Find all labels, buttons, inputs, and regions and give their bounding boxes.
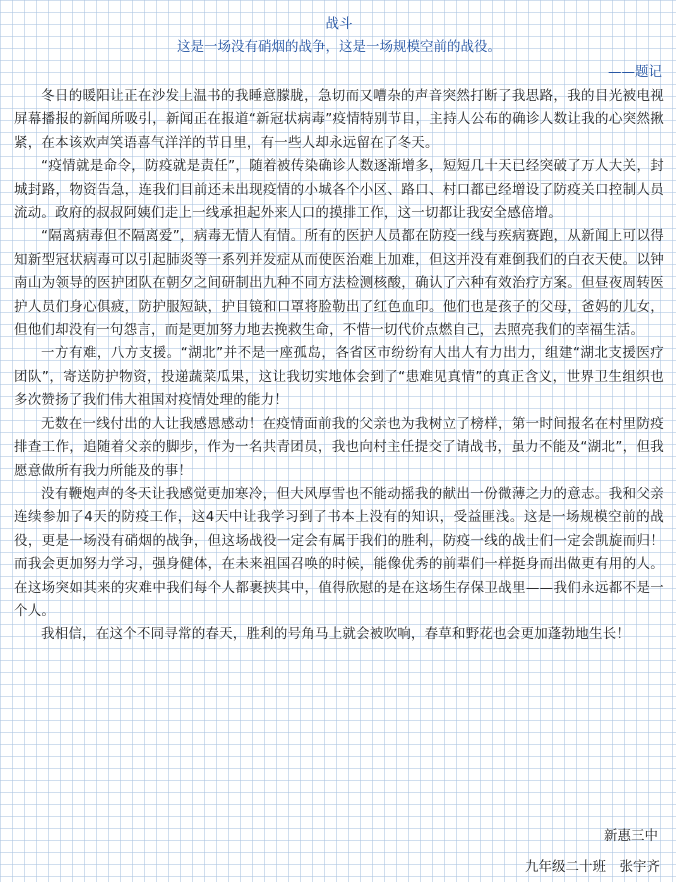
essay-body [14, 85, 664, 647]
essay-title: 战斗 [325, 16, 353, 32]
signature-school: 新惠三中 [604, 828, 658, 844]
paragraph: “疫情就是命令，防疫就是责任”，随着被传染确诊人数逐渐增多，短短几十天已经突破了万人大关，封城封路，物资告急，连我们目前还未出现疫情的小城各个小区、路口、村口都已经增设了防疫关口控制人员流动。政府的叔叔阿姨们走上一线承担起外来人口的摸排工作，这一切都让我安全感倍增。 [14, 158, 664, 222]
signature-class-author: 九年级二十班 张宇齐 [525, 859, 660, 875]
paragraph: 一方有难，八方支援。“湖北”并不是一座孤岛，各省区市纷纷有人出人有力出力，组建“湖北支援医疗团队”，寄送防护物资，投递蔬菜瓜果，这让我切实地体会到了“患难见真情”的真正含义，世界卫生组织也多次赞扬了我们伟大祖国对疫情处理的能力！ [14, 345, 664, 409]
paragraph: “隔离病毒但不隔离爱”，病毒无情人有情。所有的医护人员都在防疫一线与疾病赛跑，从新闻上可以得知新型冠状病毒可以引起肺炎等一系列并发症从而使医治难上加难，但这并没有难倒我们的白衣天使。以钟南山为领导的医护团队在朝夕之间研制出九种不同方法检测核酸，确认了六种有效治疗方案。但昼夜周转医护人员们身心俱疲，防护服短缺，护目镜和口罩将脸勒出了红色血印。他们也是孩子的父母，爸妈的儿女，但他们却没有一句怨言，而是更加努力地去挽救生命，不惜一切代价点燃自己，去照亮我们的幸福生活。 [14, 228, 664, 339]
epigraph: 这是一场没有硝烟的战争，这是一场规模空前的战役。 [177, 39, 501, 55]
paragraph: 冬日的暖阳让正在沙发上温书的我睡意朦胧，急切而又嘈杂的声音突然打断了我思路，我的目光被电视屏幕播报的新闻所吸引，新闻正在报道“新冠状病毒”疫情特别节目，主持人公布的确诊人数让我的心突然揪紧，在本该欢声笑语喜气洋洋的节日里，有一些人却永远留在了冬天。 [14, 88, 664, 151]
paragraph: 我相信，在这个不同寻常的春天，胜利的号角马上就会被吹响，春草和野花也会更加蓬勃地生长！ [41, 626, 631, 643]
epigraph-source: ——题记 [608, 64, 662, 80]
paragraph: 无数在一线付出的人让我感恩感动！在疫情面前我的父亲也为我树立了榜样，第一时间报名在村里防疫排查工作，追随着父亲的脚步，作为一名共青团员，我也向村主任提交了请战书，虽力不能及“湖北”，但我愿意做所有我力所能及的事！ [14, 415, 664, 479]
paragraph: 没有鞭炮声的冬天让我感觉更加寒冷，但大风厚雪也不能动摇我的献出一份微薄之力的意志。我和父亲连续参加了4天的防疫工作，这4天中让我学习到了书本上没有的知识，受益匪浅。这是一场规模空前的战役，更是一场没有硝烟的战争，但这场战役一定会有属于我们的胜利，防疫一线的战士们一定会凯旋而归！而我会更加努力学习，强身健体，在未来祖国召唤的时候，能像优秀的前辈们一样挺身而出做更有用的人。在这场突如其来的灾难中我们每个人都裹挟其中，值得欣慰的是在这场生存保卫战里——我们永远都不是一个人。 [14, 485, 664, 619]
